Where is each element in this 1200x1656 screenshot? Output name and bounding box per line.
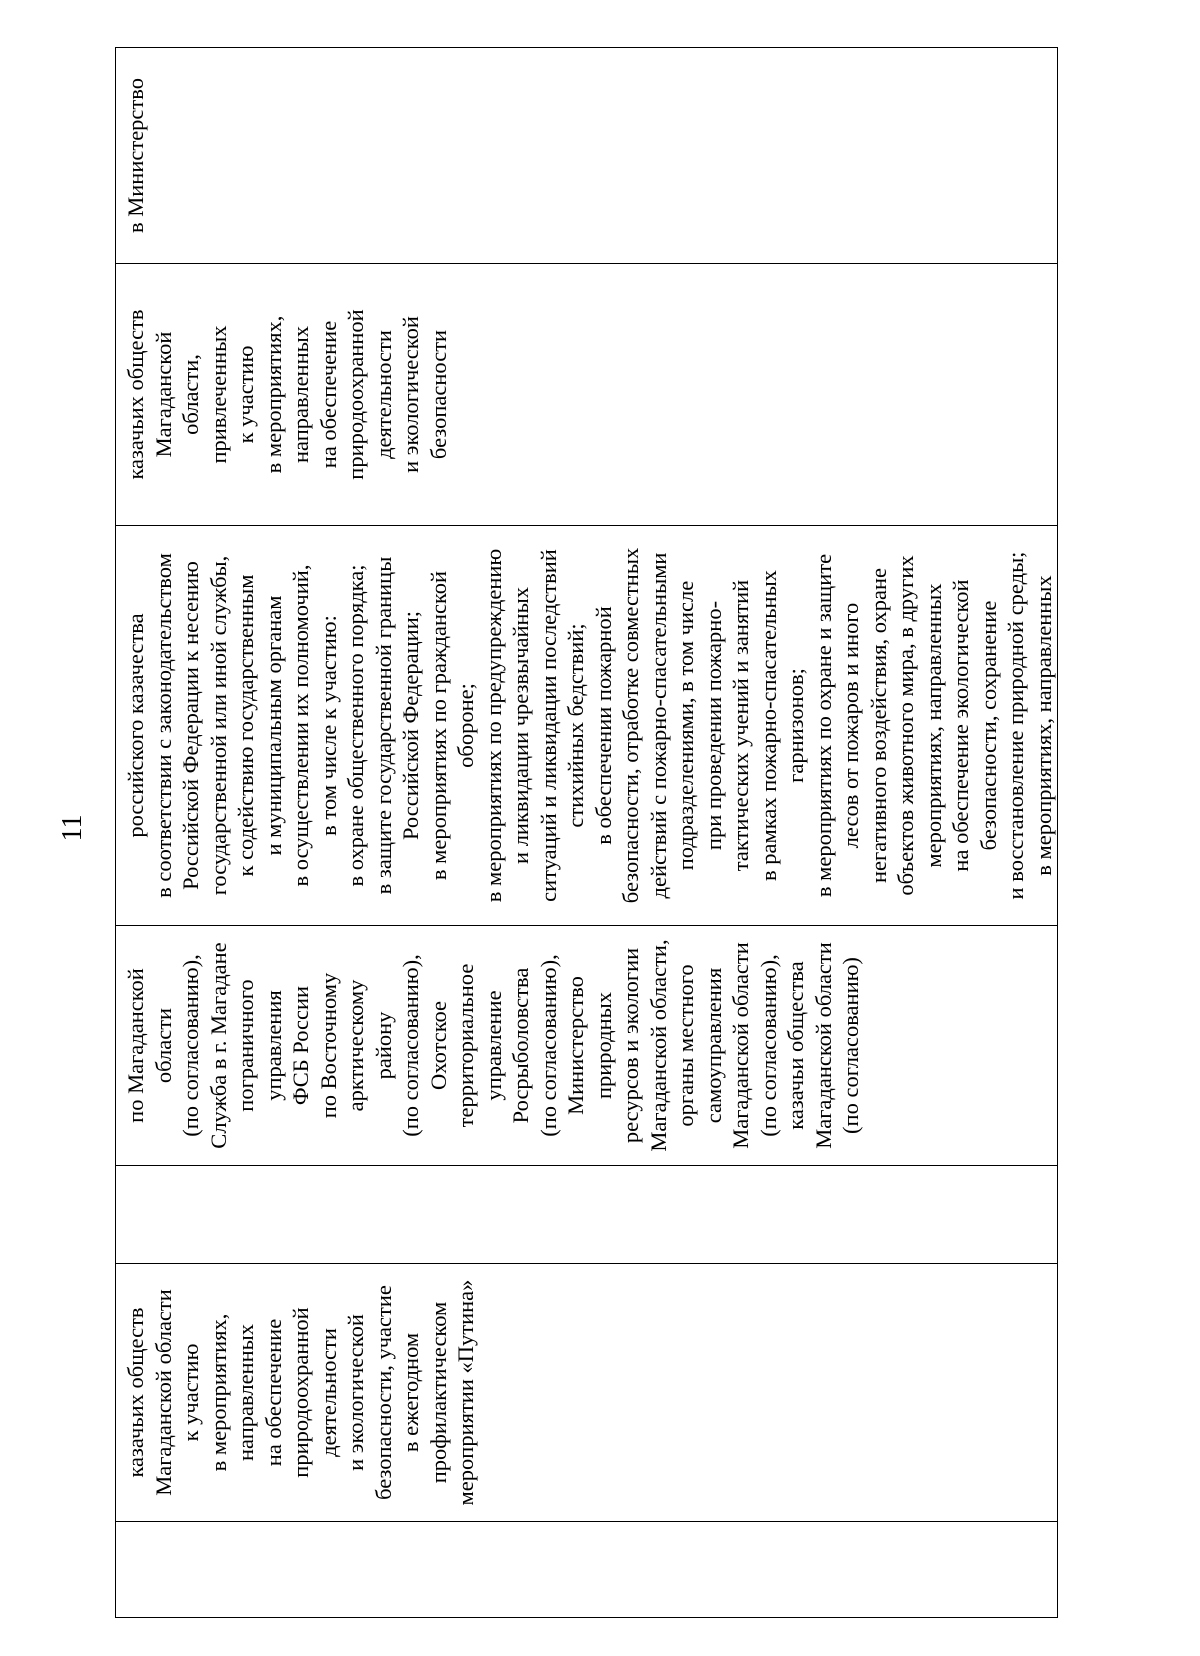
table-cell-result: [116, 526, 1058, 926]
table-cell-event-name: [116, 1264, 1058, 1522]
document-table: [115, 47, 1058, 1618]
cell-text: российского казачества в соответствии с законодательством Российской Федерации к несению государственной или иной службы, к содействию государственным и муниципальным органам в осуществлении их полномочий, в том числе к участию: в охране общественного порядка; в защите государственной границы Российской Федерации; в мероприятиях по гражданской обороне; в мероприятиях по предупреждению и ликвидации чрезвычайных ситуаций и ликвидации последствий стихийных бедствий; в обеспечении пожарной безопасности, отработке совместных действий с пожарно-спасательными подразделениями, в том числе при проведении пожарно- тактических учений и занятий в рамках пожарно-спасательных гарнизонов; в мероприятиях по охране и защите лесов от пожаров и иного негативного воздействия, охране объектов животного мира, в других мероприятиях, направленных на обеспечение экологической безопасности, сохранение и восстановление природной среды; в мероприятиях, направленных: [123, 547, 1056, 904]
cell-text: казачьих обществ Магаданской области к участию в мероприятиях, направленных на обеспечение природоохранной деятельности и экологической безопасности, участие в ежегодном профилактическом мероприятии «Путина»: [123, 1279, 478, 1506]
table-row: [116, 48, 1058, 1618]
table-cell-deadline: [116, 1166, 1058, 1264]
table-cell-responsible: [116, 926, 1058, 1166]
cell-text: в Министерство: [123, 78, 148, 233]
table-cell-report: [116, 48, 1058, 264]
table-cell-indicator: [116, 264, 1058, 526]
table-cell-index: [116, 1522, 1058, 1618]
cell-text: казачьих обществ Магаданской области, привлеченных к участию в мероприятиях, направленных на обеспечение природоохранной деятельности и экологической безопасности: [123, 309, 451, 480]
cell-text: по Магаданской области (по согласованию), Служба в г. Магадане пограничного управления ФСБ России по Восточному арктическому району (по согласованию), Охотское территориальное управление Росрыболовства (по согласованию), Министерство природных ресурсов и экологии Магаданской области, органы местного самоуправления Магаданской области (по согласованию), казачьи общества Магаданской области (по согласованию): [123, 939, 863, 1152]
page-number: 11: [57, 814, 88, 842]
